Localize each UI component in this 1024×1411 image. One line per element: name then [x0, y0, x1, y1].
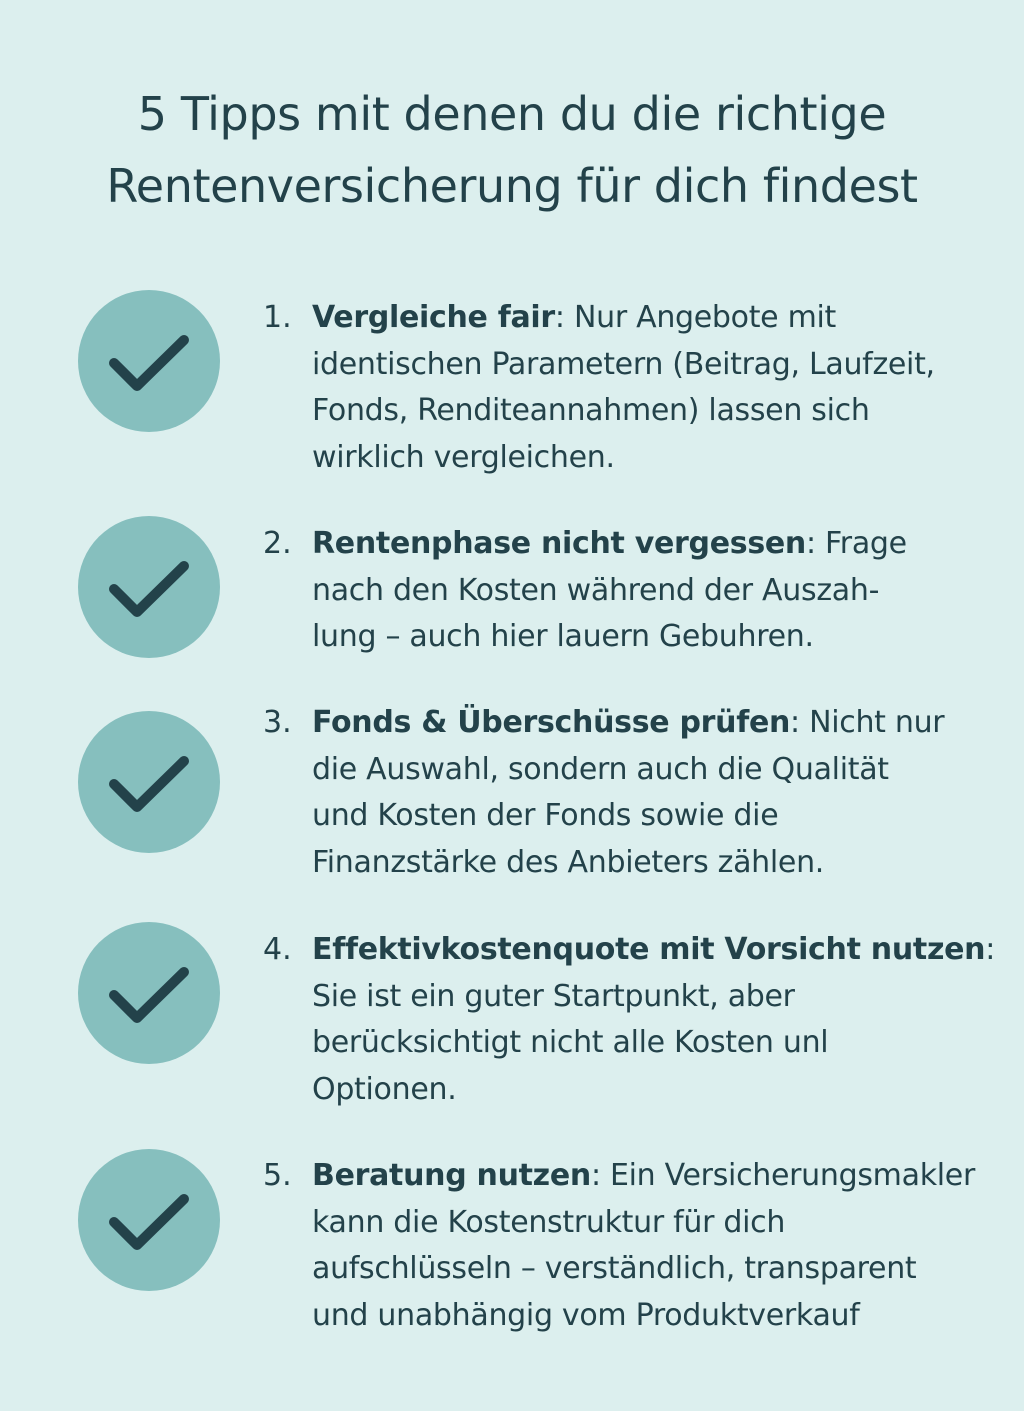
tip-line: kann die Kostenstruktur für dich — [312, 1204, 786, 1240]
tip-line: aufschlüsseln – verständlich, transparent — [312, 1251, 917, 1286]
tip-lead: Effektivkostenquote mit Vorsicht nutzen — [312, 932, 986, 967]
tip-line: : Frage — [805, 526, 907, 561]
tip-line: : Nicht nur — [790, 705, 945, 740]
tip-line: Optionen. — [312, 1071, 457, 1107]
tip-line: Sie ist ein guter Startpunkt, aber — [312, 978, 795, 1014]
tip-line: lung – auch hier lauern Gebuhren. — [312, 619, 814, 654]
tip-number: 2. — [263, 526, 292, 561]
title-line-1: 5 Tipps mit denen du die richtige — [137, 87, 887, 141]
tip-number: 3. — [263, 705, 292, 740]
tip-line: nach den Kosten während der Auszah- — [312, 572, 880, 608]
tip-line: und Kosten der Fonds sowie die — [312, 798, 779, 833]
tip-lead: Beratung nutzen — [312, 1158, 591, 1193]
tip-line: : — [985, 932, 996, 967]
check-icon — [78, 711, 220, 853]
tip-line: Fonds, Renditeannahmen) lassen sich — [312, 393, 870, 428]
check-icon — [78, 290, 220, 432]
tip-line: wirklich vergleichen. — [312, 439, 615, 475]
tip-text — [312, 700, 992, 886]
tip-number: 4. — [263, 932, 292, 967]
tip-line: : Nur Angebote mit — [554, 300, 837, 335]
check-icon — [78, 1149, 220, 1291]
title-line-2: Rentenversicherung für dich findest — [106, 159, 918, 213]
tip-text — [312, 521, 992, 661]
page-title — [40, 78, 984, 222]
tip-number: 1. — [263, 300, 292, 335]
tip-lead: Fonds & Überschüsse prüfen — [312, 705, 791, 740]
tip-text — [312, 927, 996, 1113]
tip-text — [312, 1153, 992, 1339]
check-icon — [78, 922, 220, 1064]
tip-line: Finanzstärke des Anbieters zählen. — [312, 844, 825, 880]
tip-number: 5. — [263, 1158, 292, 1193]
tip-line: identischen Parametern (Beitrag, Laufzeit, — [312, 346, 935, 382]
tip-lead: Vergleiche fair — [312, 300, 555, 335]
tip-text — [312, 295, 992, 481]
tip-line: und unabhängig vom Produktverkauf — [312, 1297, 860, 1333]
tip-line: die Auswahl, sondern auch die Qualität — [312, 751, 889, 787]
tip-lead: Rentenphase nicht vergessen — [312, 526, 806, 561]
tip-line: : Ein Versicherungsmakler — [590, 1158, 975, 1193]
tip-line: berücksichtigt nicht alle Kosten unl — [312, 1025, 829, 1060]
check-icon — [78, 516, 220, 658]
